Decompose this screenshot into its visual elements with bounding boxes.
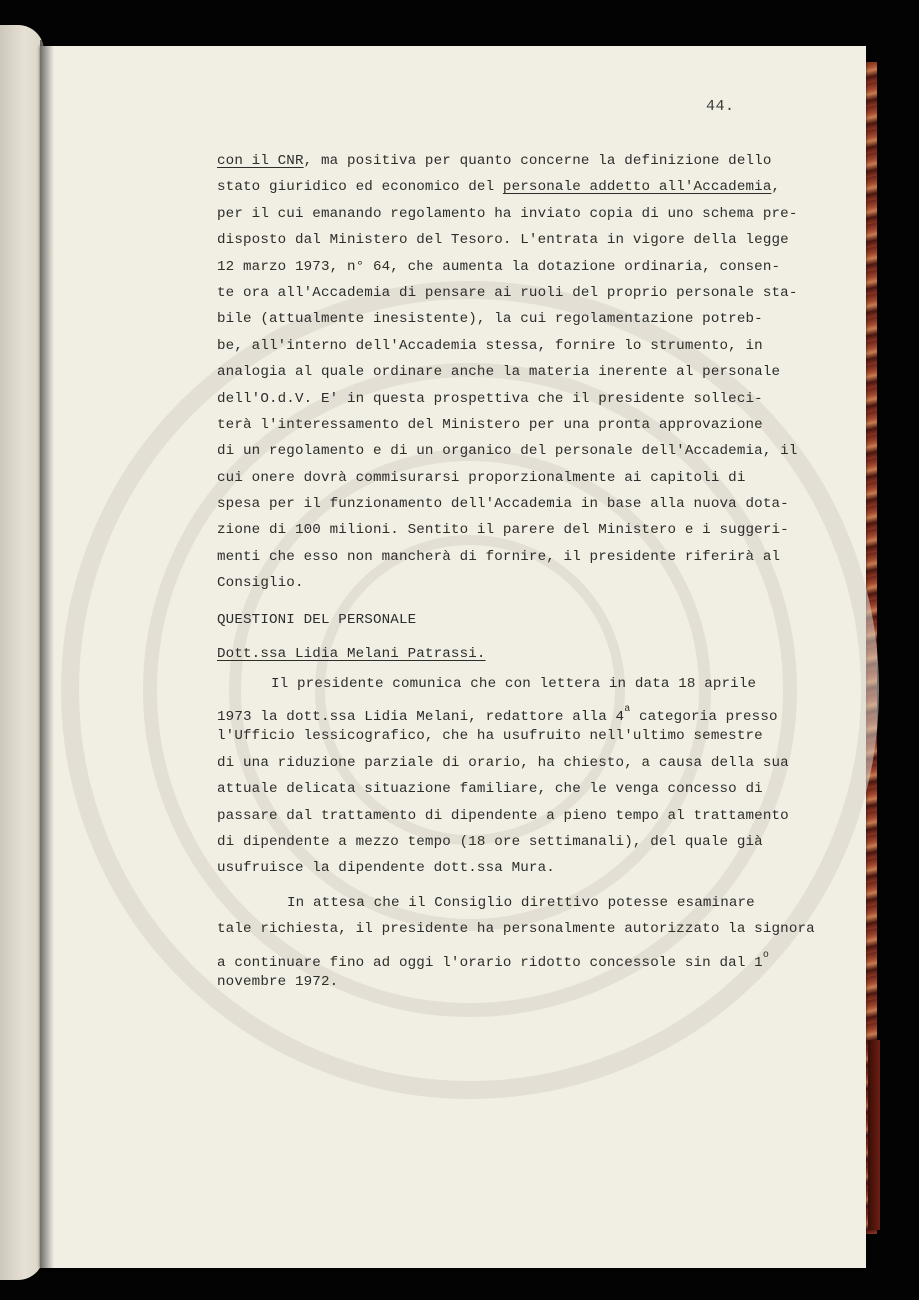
text-fragment: disposto dal Ministero del Tesoro. L'entrata in vigore della legge (217, 232, 789, 249)
text-fragment: dell'O.d.V. E' in questa prospettiva che il presidente solleci- (217, 390, 763, 407)
text-line: Il presidente comunica che con lettera in data 18 aprile (271, 675, 757, 692)
text-line (217, 201, 798, 227)
text-fragment: categoria presso (630, 709, 778, 726)
superscript: o (762, 949, 769, 961)
text-fragment: Consiglio. (217, 575, 304, 592)
text-fragment: cui onere dovrà commisurarsi proporzionalmente ai capitoli di (217, 469, 746, 486)
section-heading: QUESTIONI DEL PERSONALE (217, 611, 417, 628)
underlined-text: personale addetto all'Accademia (502, 179, 772, 196)
text-fragment: di un regolamento e di un organico del personale dell'Accademia, il (217, 443, 798, 460)
text-line (217, 386, 777, 412)
paragraph-request (217, 671, 789, 882)
text-fragment: zione di 100 milioni. Sentito il parere del Ministero e i suggeri- (217, 522, 789, 539)
text-line (217, 306, 777, 332)
text-fragment: be, all'interno dell'Accademia stessa, fornire lo strumento, in (217, 337, 763, 354)
text-line (217, 333, 777, 359)
superscript: a (624, 704, 631, 716)
text-line: di dipendente a mezzo tempo (18 ore settimanali), del quale già (217, 833, 763, 850)
text-fragment: bile (attualmente inesistente), la cui regolamentazione potreb- (217, 311, 763, 328)
text-line (217, 570, 777, 596)
paragraph-authorization (217, 890, 815, 996)
text-fragment: per il cui emanando regolamento ha inviato copia di uno schema pre- (217, 205, 798, 222)
text-fragment: , ma positiva per quanto concerne la definizione dello (303, 153, 772, 169)
text-line (217, 280, 798, 306)
text-fragment: 12 marzo 1973, n° 64, che aumenta la dotazione ordinaria, consen- (217, 258, 781, 275)
text-fragment: , (771, 179, 781, 196)
text-fragment: 1973 la dott.ssa Lidia Melani, redattore alla 4 (217, 709, 625, 726)
text-line (217, 943, 777, 969)
text-line: l'Ufficio lessicografico, che ha usufruito nell'ultimo semestre (217, 728, 763, 745)
document-body (217, 148, 815, 995)
text-line: novembre 1972. (217, 973, 339, 990)
text-line (217, 174, 781, 200)
page-number: 44. (706, 98, 735, 115)
gutter-shadow (40, 40, 54, 1268)
text-line (217, 412, 777, 438)
text-line (217, 227, 789, 253)
text-line (217, 148, 777, 174)
text-line: tale richiesta, il presidente ha personalmente autorizzato la signora (217, 921, 815, 938)
underlined-text: con il CNR (217, 153, 304, 169)
text-line: In attesa che il Consiglio direttivo potesse esaminare (287, 894, 755, 911)
text-line (217, 359, 781, 385)
paragraph-request-rest (217, 723, 789, 881)
text-line: usufruisce la dipendente dott.ssa Mura. (217, 860, 555, 877)
text-line (217, 544, 781, 570)
book-binding (868, 1040, 880, 1230)
text-fragment: terà l'interessamento del Ministero per una pronta approvazione (217, 416, 763, 433)
text-line (217, 697, 778, 726)
text-line (217, 254, 781, 280)
facing-page-edge (0, 25, 44, 1280)
text-line (217, 517, 789, 543)
text-line (217, 465, 777, 491)
paragraph-budget (217, 148, 798, 597)
text-line: passare dal trattamento di dipendente a pieno tempo al trattamento (217, 807, 789, 824)
text-fragment: spesa per il funzionamento dell'Accademia in base alla nuova dota- (217, 496, 789, 513)
text-line (217, 491, 789, 517)
text-line: di una riduzione parziale di orario, ha chiesto, a causa della sua (217, 754, 789, 771)
text-fragment: menti che esso non mancherà di fornire, il presidente riferirà al (217, 548, 781, 565)
text-line (217, 438, 798, 464)
subsection-heading (217, 637, 777, 671)
text-fragment: stato giuridico ed economico del (217, 179, 503, 196)
text-line: attuale delicata situazione familiare, che le venga concesso di (217, 781, 763, 798)
subheading-text: Dott.ssa Lidia Melani Patrassi. (217, 645, 486, 662)
text-fragment: te ora all'Accademia di pensare ai ruoli del proprio personale sta- (217, 284, 798, 301)
text-fragment: analogia al quale ordinare anche la materia inerente al personale (217, 364, 781, 381)
text-fragment: a continuare fino ad oggi l'orario ridotto concessole sin dal 1 (217, 954, 763, 971)
